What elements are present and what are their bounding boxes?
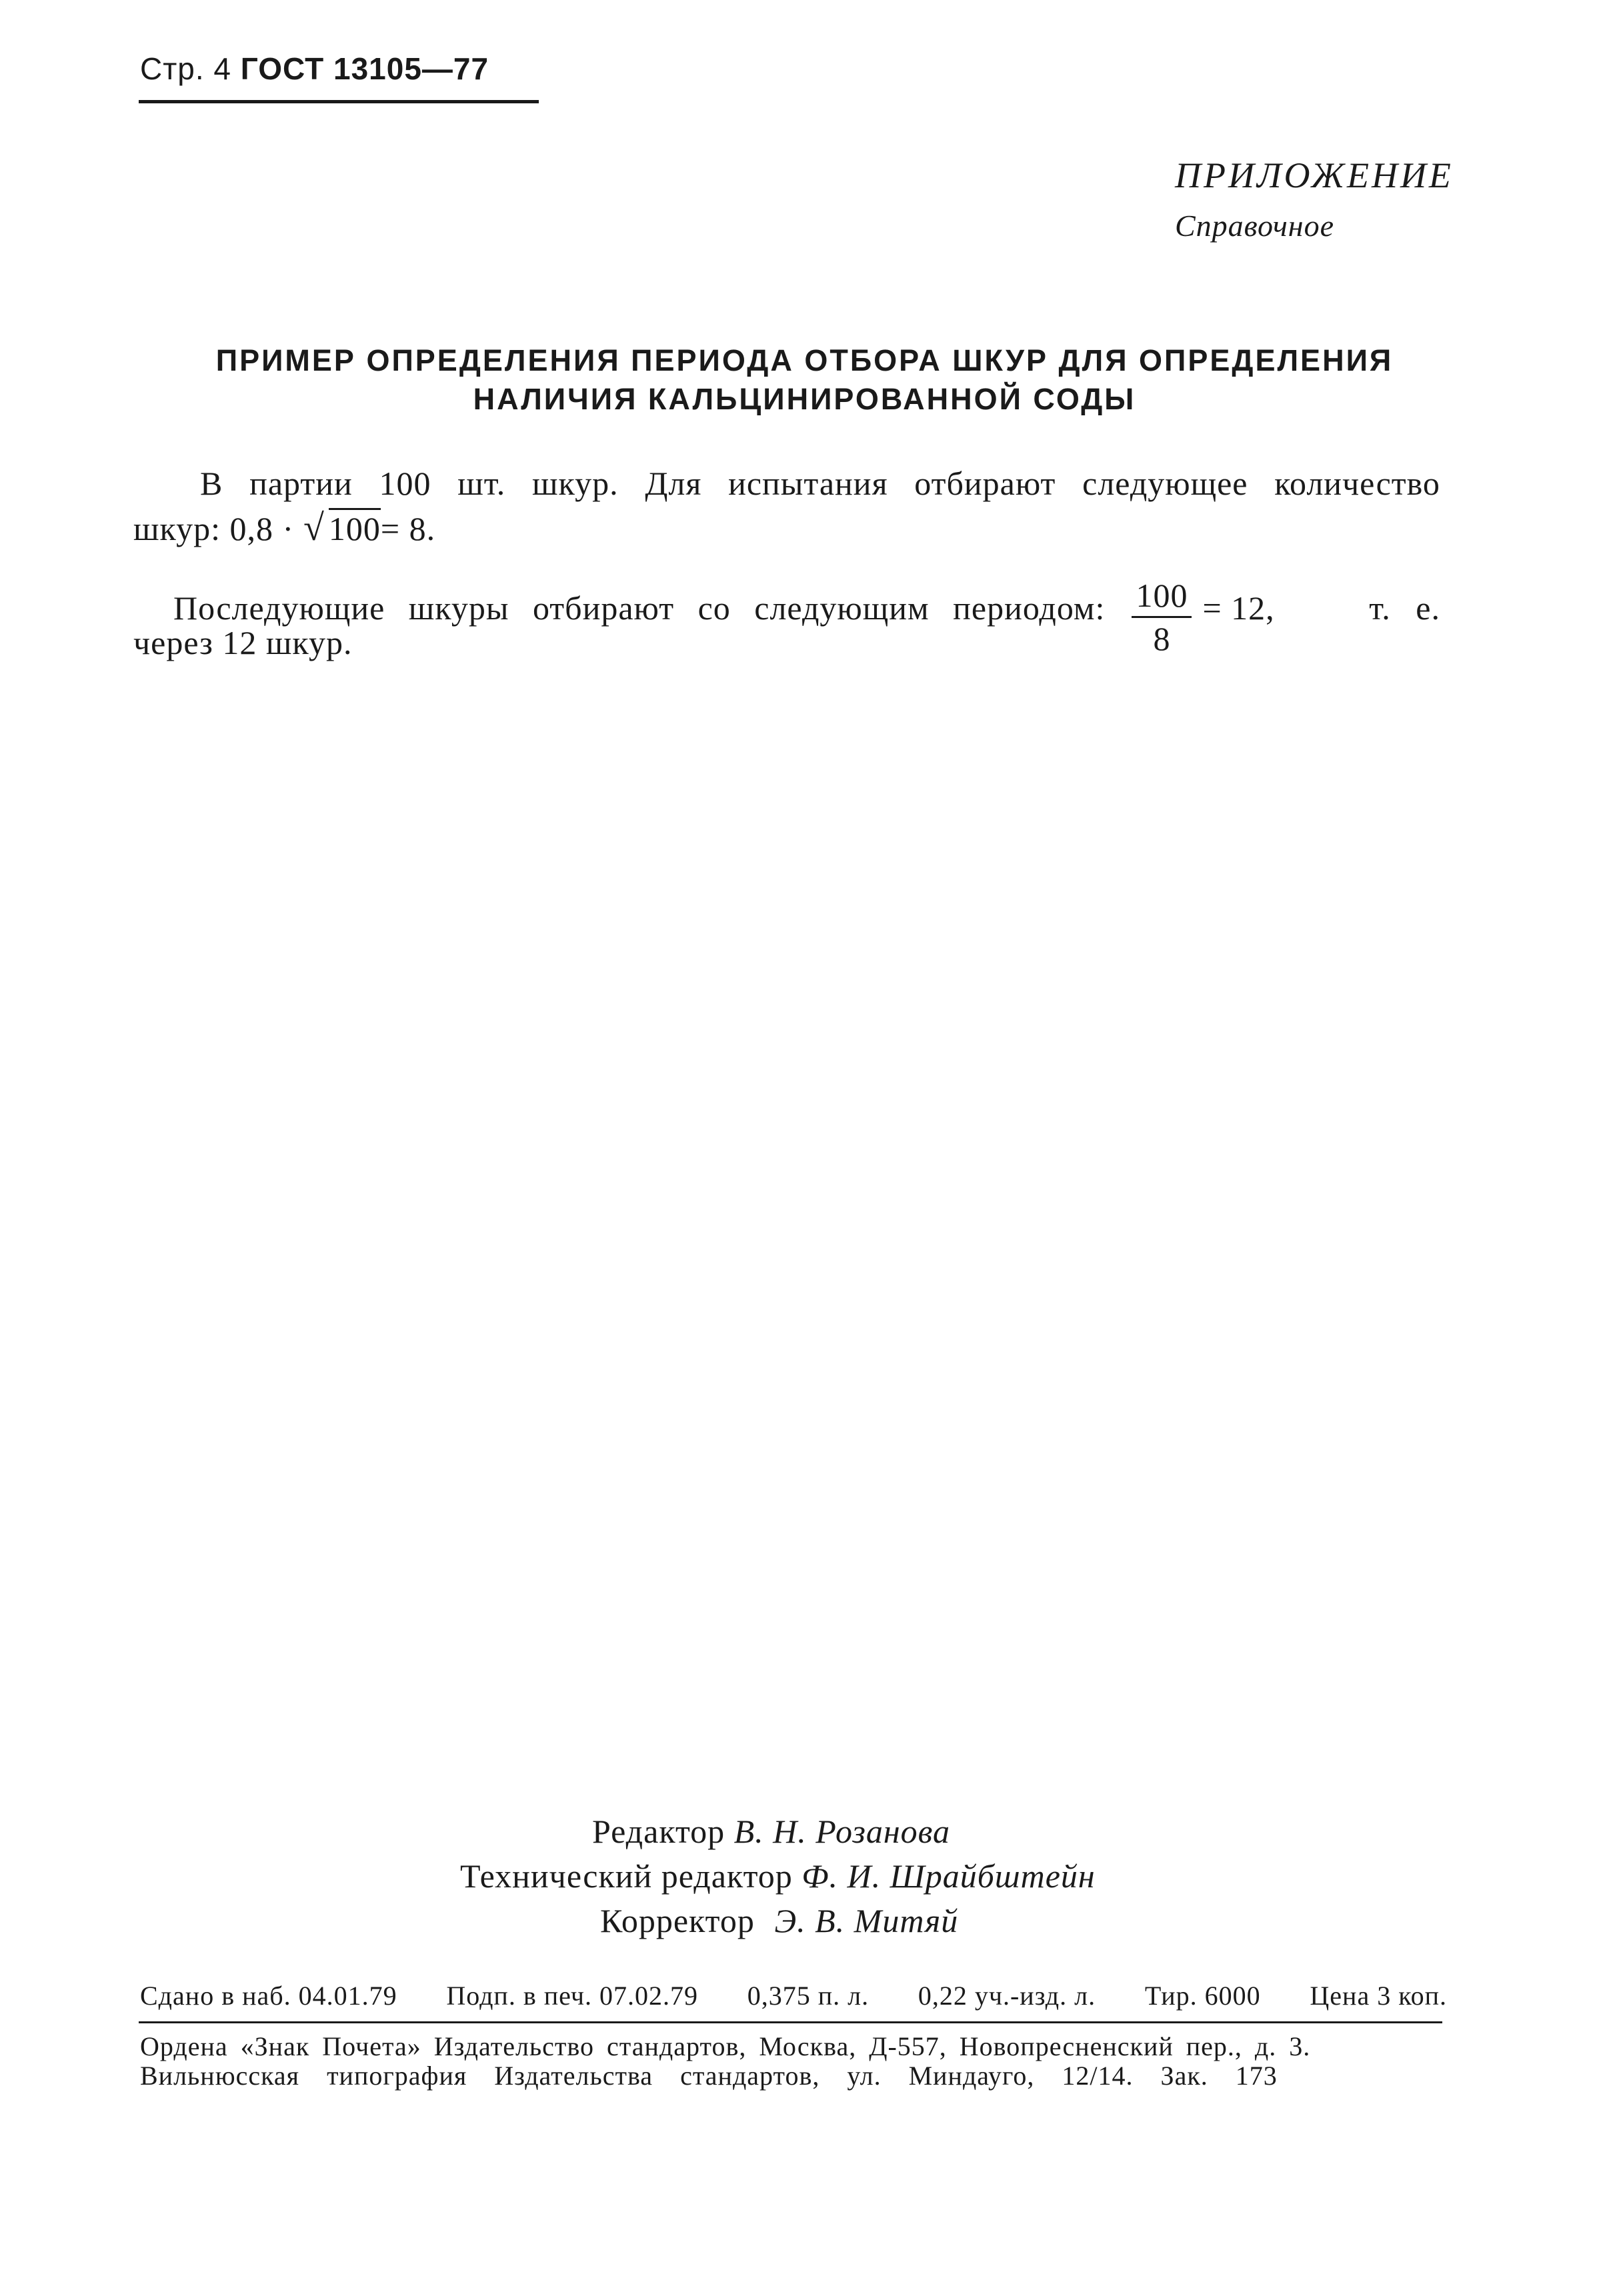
page-header <box>140 51 489 87</box>
publisher-line-1: Ордена «Знак Почета» Издательство стандартов, Москва, Д-557, Новопресненский пер., д. 3. <box>140 2031 1311 2061</box>
credit-name: В. Н. Розанова <box>733 1813 951 1850</box>
fraction-numerator: 100 <box>1136 577 1188 614</box>
paragraph-1-line-2 <box>133 507 435 549</box>
word: отбирают <box>914 465 1056 502</box>
word: партии <box>249 465 353 502</box>
word: следующее <box>1082 465 1248 502</box>
paragraph-1-line-1 <box>200 464 1440 503</box>
sqrt-symbol: √ <box>303 507 325 549</box>
sqrt-radicand: 100 <box>329 508 381 547</box>
word: Для <box>645 465 702 502</box>
credit-role: Технический редактор <box>460 1857 793 1895</box>
word: 100 <box>379 465 431 502</box>
header-rule <box>139 100 539 103</box>
appendix-title: ПРИЛОЖЕНИЕ <box>1175 155 1454 195</box>
word: количество <box>1274 465 1440 502</box>
word: В <box>200 465 223 502</box>
credit-role: Корректор <box>600 1902 755 1939</box>
fraction <box>1132 575 1192 659</box>
imprint-pub-sheets: 0,22 уч.-изд. л. <box>918 1981 1096 2011</box>
credit-tech-editor <box>460 1857 1096 1895</box>
word: шкур. <box>532 465 619 502</box>
standard-number: ГОСТ 13105—77 <box>240 51 489 86</box>
section-heading-line-1: ПРИМЕР ОПРЕДЕЛЕНИЯ ПЕРИОДА ОТБОРА ШКУР ДЛЯ ОПРЕДЕЛЕНИЯ <box>215 343 1394 377</box>
word: шт. <box>457 465 506 502</box>
fraction-denominator: 8 <box>1153 620 1171 657</box>
fraction-result: = 12, <box>1202 589 1275 627</box>
paragraph-2-line-2: через 12 шкур. <box>133 624 353 661</box>
credit-corrector <box>600 1901 958 1940</box>
period-text: Последующие шкуры отбирают со следующим периодом: <box>173 589 1106 627</box>
imprint-sheets: 0,375 п. л. <box>747 1981 870 2011</box>
formula-prefix: шкур: 0,8 · <box>133 510 295 547</box>
imprint-rule <box>139 2021 1442 2023</box>
imprint-signed: Подп. в печ. 07.02.79 <box>446 1981 698 2011</box>
imprint-submitted: Сдано в наб. 04.01.79 <box>140 1981 397 2011</box>
credit-name: Э. В. Митяй <box>774 1902 959 1939</box>
imprint-circulation: Тир. 6000 <box>1144 1981 1261 2011</box>
publisher-line-2: Вильнюсская типография Издательства стандартов, ул. Миндауго, 12/14. Зак. 173 <box>140 2061 1278 2091</box>
period-tail: т. е. <box>1369 589 1440 627</box>
word: испытания <box>728 465 888 502</box>
credit-role: Редактор <box>592 1813 725 1850</box>
imprint-line <box>140 1980 1447 2011</box>
appendix-subtitle: Справочное <box>1175 209 1335 243</box>
page-number: Стр. 4 <box>140 51 232 86</box>
section-heading-line-2: НАЛИЧИЯ КАЛЬЦИНИРОВАННОЙ СОДЫ <box>473 382 1136 416</box>
imprint-price: Цена 3 коп. <box>1310 1981 1447 2011</box>
paragraph-2-line-1 <box>173 565 1440 657</box>
credit-name: Ф. И. Шрайбштейн <box>801 1857 1096 1895</box>
credit-editor <box>592 1812 950 1851</box>
formula-result: = 8. <box>380 510 436 547</box>
